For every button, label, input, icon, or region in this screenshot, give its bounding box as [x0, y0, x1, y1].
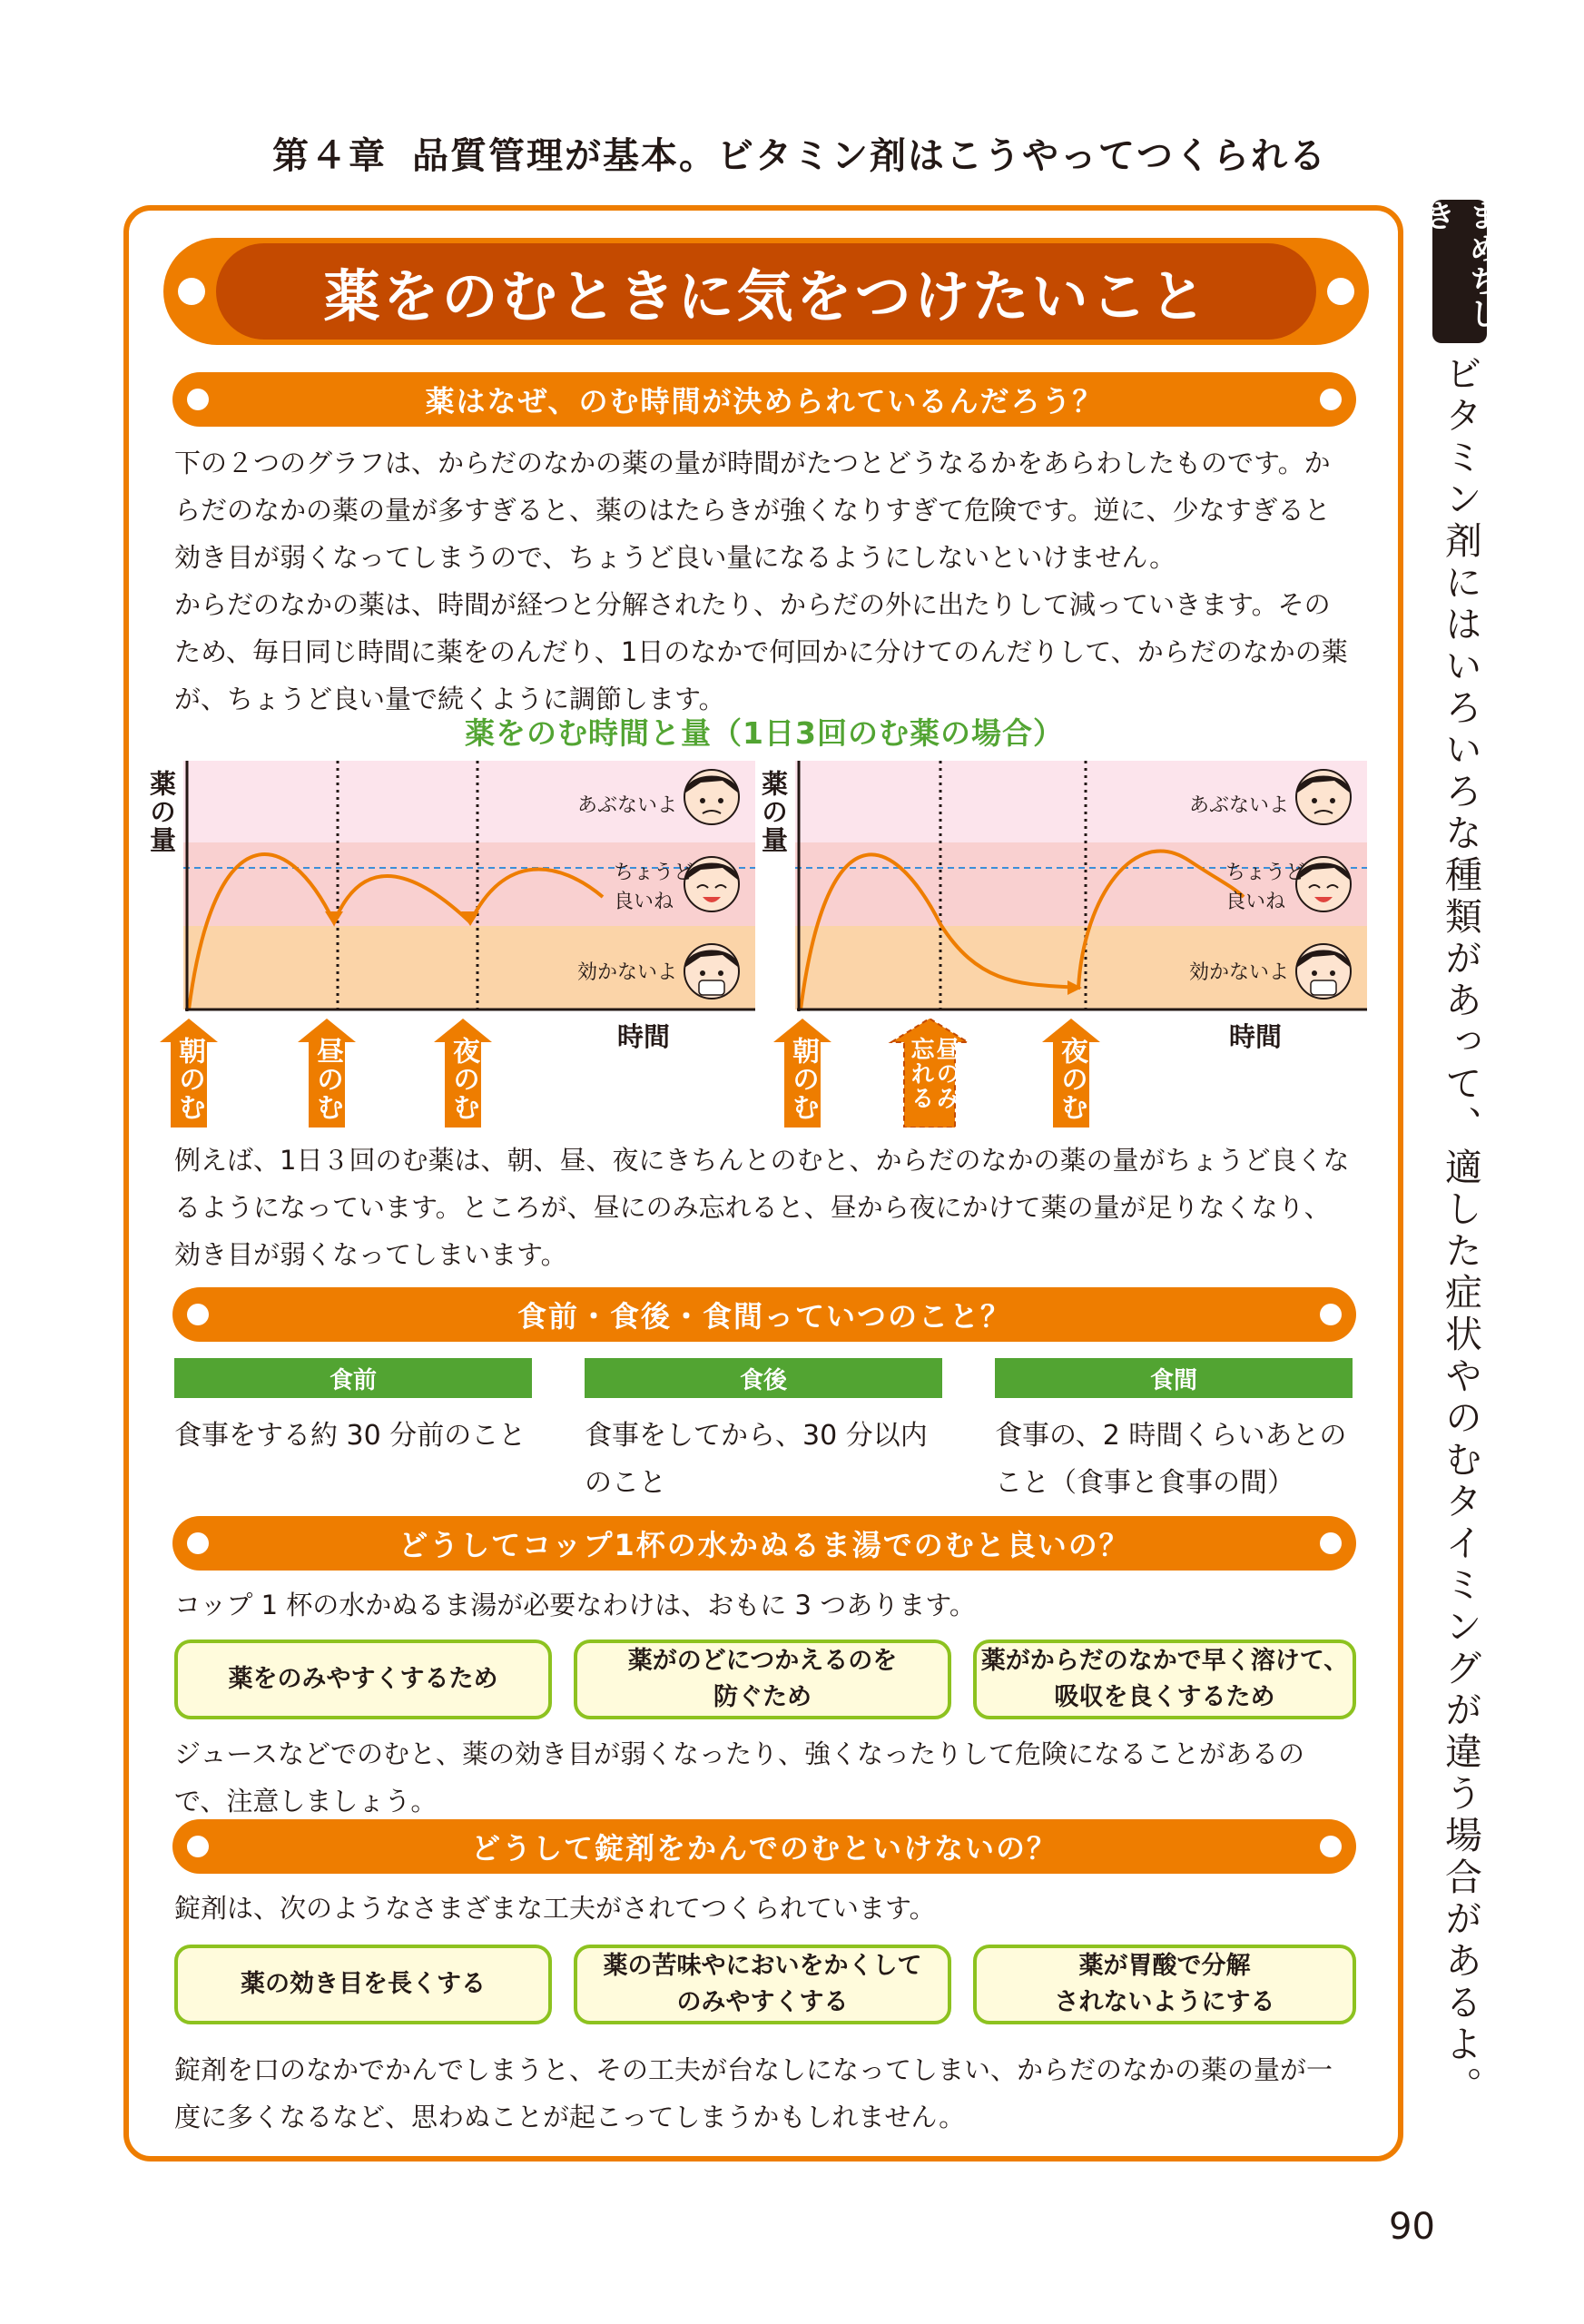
dose-label-noon: 昼のむ — [311, 1037, 343, 1121]
chart2-x-label: 時間 — [1229, 1021, 1283, 1052]
section-heading-text: どうして錠剤をかんでのむといけないの？ — [470, 1831, 1058, 1866]
sick-face-icon — [1296, 944, 1351, 999]
section1-paragraph-1: 下の２つのグラフは、からだのなかの薬の量が時間がたつとどうなるかをあらわしたものです。からだのなかの薬の量が多すぎると、薬のはたらきが強くなりすぎて危険です。逆に、少なすぎると効き目が弱くなってしまうので、ちょうど良い量になるようにしないといけません。 — [174, 448, 1331, 573]
chapter-title: 品質管理が基本。ビタミン剤はこうやってつくられる — [412, 135, 1327, 177]
chart1-y-label: 薬の量 — [146, 770, 177, 854]
term-head-before-meal: 食前 — [174, 1358, 532, 1398]
worried-face-icon — [684, 770, 739, 824]
chapter-number: 第４章 — [272, 135, 387, 177]
section1-paragraph-3: 例えば、1日３回のむ薬は、朝、昼、夜にきちんとのむと、からだのなかの薬の量がちょうど良くなるようになっています。ところが、昼にのみ忘れると、昼から夜にかけて薬の量が足りなくなり、効き目が弱くなってしまいます。 — [174, 1145, 1350, 1270]
main-title: 薬をのむときに気をつけたいこと — [216, 243, 1316, 340]
chart1-zone-mid-1: ちょうど — [614, 862, 694, 884]
term-body-before-meal: 食事をする約 30 分前のこと — [174, 1420, 526, 1452]
title-dot-right — [1327, 278, 1354, 305]
chart1-zone-mid-2: 良いね — [614, 891, 674, 913]
section-heading-water — [172, 1516, 1356, 1571]
chart2-zone-low: 効かないよ — [1189, 961, 1290, 984]
chart2-y-label: 薬の量 — [758, 770, 789, 854]
section4-intro: 錠剤は、次のようなさまざまな工夫がされてつくられています。 — [174, 1893, 936, 1924]
chart-title: 薬をのむ時間と量（1日3回のむ薬の場合） — [465, 715, 1064, 751]
section3-intro: コップ 1 杯の水かぬるま湯が必要なわけは、おもに 3 つあります。 — [174, 1590, 976, 1620]
section-heading-tablets — [172, 1819, 1356, 1874]
chart2-zone-mid-1: ちょうど — [1225, 862, 1306, 884]
dose-label-missed: 昼のみ忘れる — [907, 1037, 959, 1110]
section4-note: 錠剤を口のなかでかんでしまうと、その工夫が台なしになってしまい、からだのなかの薬の量が一度に多くなるなど、思わぬことが起こってしまうかもしれません。 — [174, 2054, 1333, 2132]
section-heading-text: どうしてコップ1杯の水かぬるま湯でのむと良いの？ — [398, 1528, 1130, 1562]
reason-box-3: 薬がからだのなかで早く溶けて、 吸収を良くするため — [973, 1640, 1356, 1719]
section-heading-text: 食前・食後・食間っていつのこと？ — [517, 1299, 1011, 1334]
page-number: 90 — [1389, 2206, 1435, 2248]
dose-arrows — [160, 1019, 1104, 1128]
section-heading-meal-timing — [172, 1287, 1356, 1342]
title-dot-left — [178, 278, 205, 305]
term-body-after-meal: 食事をしてから、30 分以内のこと — [585, 1420, 928, 1499]
dose-label-evening-2: 夜のむ — [1056, 1037, 1087, 1121]
reason-box-1: 薬をのみやすくするため — [174, 1640, 552, 1719]
worried-face-icon — [1296, 770, 1351, 824]
tablet-box-2: 薬の苦味やにおいをかくして のみやすくする — [574, 1945, 951, 2024]
section3-note: ジュースなどでのむと、薬の効き目が弱くなったり、強くなったりして危険になることがあるので、注意しましょう。 — [174, 1738, 1304, 1817]
section-heading-timing — [172, 372, 1356, 427]
sidebar-tag: まめちしき — [1432, 200, 1487, 343]
dose-label-evening: 夜のむ — [448, 1037, 479, 1121]
sidebar-text: ビタミン剤にはいろいろな種類があって、適した症状やのむタイミングが違う場合があるよ。 — [1439, 354, 1482, 2108]
chart2-zone-mid-2: 良いね — [1225, 891, 1286, 913]
chart2-zone-high: あぶないよ — [1189, 794, 1290, 817]
term-head-between-meals: 食間 — [995, 1358, 1353, 1398]
chapter-header — [272, 127, 1471, 179]
dose-label-morning: 朝のむ — [173, 1037, 205, 1121]
reason-box-2: 薬がのどにつかえるのを 防ぐため — [574, 1640, 951, 1719]
chart1-zone-high: あぶないよ — [577, 794, 678, 817]
tablet-box-1: 薬の効き目を長くする — [174, 1945, 552, 2024]
chart1-zone-low: 効かないよ — [577, 961, 678, 984]
term-head-after-meal: 食後 — [585, 1358, 942, 1398]
sick-face-icon — [684, 944, 739, 999]
section1-paragraph-2: からだのなかの薬は、時間が経つと分解されたり、からだの外に出たりして減っていきます。そのため、毎日同じ時間に薬をのんだり、1日のなかで何回かに分けてのんだりして、からだのなかの薬が、ちょうど良い量で続くように調節します。 — [174, 589, 1348, 714]
term-body-between-meals: 食事の、2 時間くらいあとのこと（食事と食事の間） — [995, 1420, 1347, 1499]
chart1-x-label: 時間 — [617, 1021, 671, 1052]
section-heading-text: 薬はなぜ、のむ時間が決められているんだろう？ — [425, 384, 1104, 419]
dose-label-morning-2: 朝のむ — [787, 1037, 819, 1121]
tablet-box-3: 薬が胃酸で分解 されないようにする — [973, 1945, 1356, 2024]
